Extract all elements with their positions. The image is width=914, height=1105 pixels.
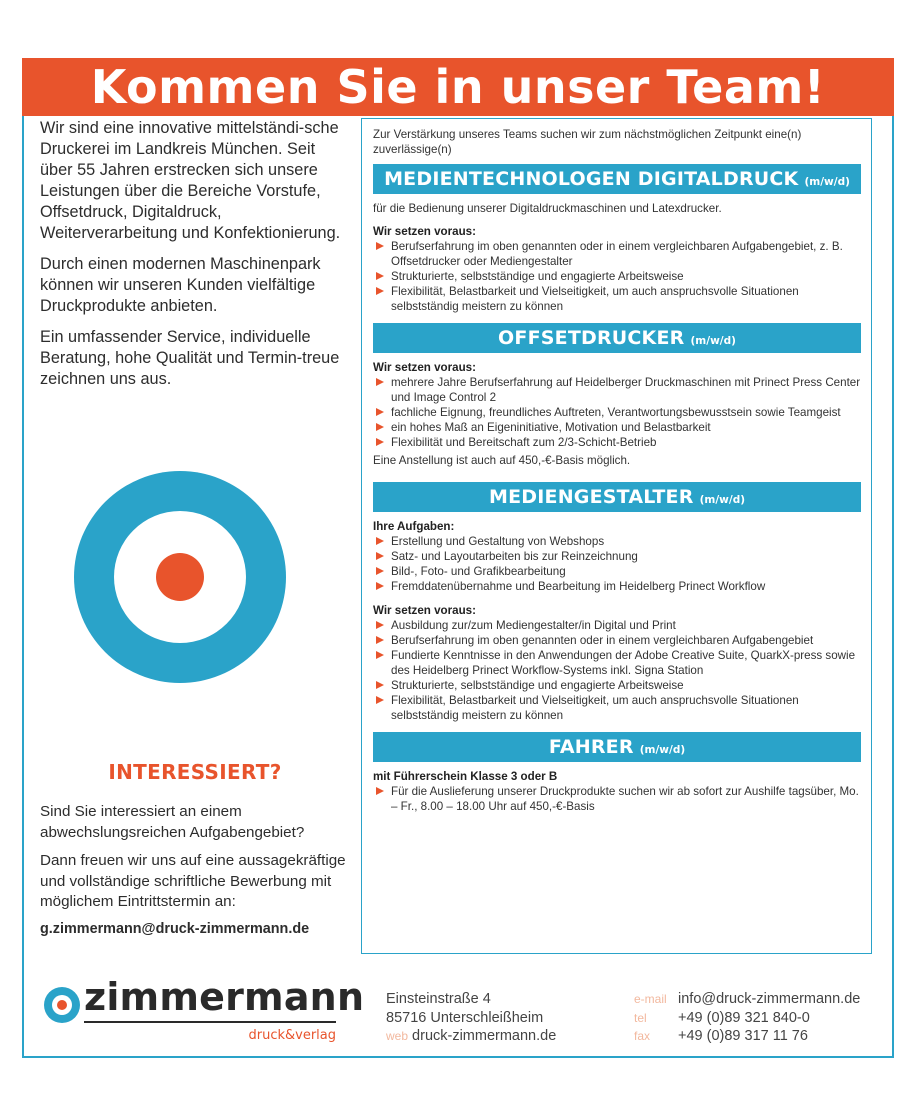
list-item: ein hohes Maß an Eigeninitiative, Motivation und Belastbarkeit	[373, 420, 861, 435]
target-center-dot	[156, 553, 204, 601]
job-description: für die Bedienung unserer Digitaldruckmaschinen und Latexdrucker.	[373, 202, 722, 215]
tasks-list	[373, 534, 861, 594]
list-item: Flexibilität und Bereitschaft zum 2/3-Schicht-Betrieb	[373, 435, 861, 450]
job-gender-tag: (m/w/d)	[690, 335, 736, 347]
job-title: MEDIENGESTALTER	[488, 486, 694, 508]
page-title: Kommen Sie in unser Team!	[90, 60, 826, 114]
web-label: web	[386, 1029, 409, 1043]
job-title: OFFSETDRUCKER	[498, 327, 685, 349]
company-logo	[44, 975, 365, 1047]
logo-subline: druck&verlag	[248, 1028, 336, 1043]
fax-label: fax	[634, 1029, 651, 1043]
address-street: Einsteinstraße 4	[386, 991, 491, 1007]
phone-number[interactable]: +49 (0)89 321 840-0	[678, 1009, 810, 1026]
intro-paragraph: Durch einen modernen Maschinenpark können wir unseren Kunden vielfältige Druckprodukte anbieten.	[40, 255, 321, 315]
target-graphic	[74, 471, 286, 683]
job-title: FAHRER	[548, 736, 634, 758]
list-item: Bild-, Foto- und Grafikbearbeitung	[373, 564, 861, 579]
tasks-heading: Ihre Aufgaben:	[373, 520, 455, 533]
intro-paragraph: Ein umfassender Service, individuelle Beratung, hohe Qualität und Termin-treue zeichnen uns aus.	[40, 328, 340, 388]
cta-paragraph: Sind Sie interessiert an einem abwechslungsreichen Aufgabengebiet?	[40, 803, 305, 841]
list-item: Berufserfahrung im oben genannten oder in einem vergleichbaren Aufgabengebiet, z. B. Offsetdrucker oder Mediengestalter	[373, 239, 861, 269]
list-item: Ausbildung zur/zum Mediengestalter/in Digital und Print	[373, 618, 861, 633]
address-city: 85716 Unterschleißheim	[386, 1009, 544, 1026]
job-gender-tag: (m/w/d)	[699, 494, 746, 506]
job-title: MEDIENTECHNOLOGEN DIGITALDRUCK	[384, 168, 799, 190]
requirements-list	[373, 239, 861, 314]
job-gender-tag: (m/w/d)	[804, 176, 850, 188]
list-item: Erstellung und Gestaltung von Webshops	[373, 534, 861, 549]
job-note: Eine Anstellung ist auch auf 450,-€-Basis möglich.	[373, 454, 631, 467]
list-item: Flexibilität, Belastbarkeit und Vielseitigkeit, um auch anspruchsvolle Situationen selbstständig meistern zu können	[373, 284, 861, 314]
list-item: Strukturierte, selbstständige und engagierte Arbeitsweise	[373, 269, 861, 284]
application-email-link[interactable]: g.zimmermann@druck-zimmermann.de	[40, 920, 310, 937]
list-item: Satz- und Layoutarbeiten bis zur Reinzeichnung	[373, 549, 861, 564]
logo-wordmark: zimmermann	[84, 975, 365, 1019]
job-header-fahrer	[373, 732, 861, 762]
list-item: Fundierte Kenntnisse in den Anwendungen der Adobe Creative Suite, QuarkX-press sowie des Heidelberg Prinect Workflow-Systems inkl. Signa Station	[373, 648, 861, 678]
email-label: e-mail	[634, 992, 667, 1006]
list-item: Für die Auslieferung unserer Druckprodukte suchen wir ab sofort zur Aushilfe tagsüber, Mo. – Fr., 8.00 – 18.00 Uhr auf 450,-€-Basis	[373, 784, 861, 814]
jobs-intro-text: Zur Verstärkung unseres Teams suchen wir zum nächstmöglichen Zeitpunkt eine(n) zuverlässige(n)	[373, 128, 802, 156]
requirements-heading: Wir setzen voraus:	[373, 225, 476, 238]
interest-heading: INTERESSIERT?	[108, 760, 282, 784]
intro-paragraph: Wir sind eine innovative mittelständi-sche Druckerei im Landkreis München. Seit über 55 Jahren erstrecken sich unsere Leistungen über die Bereiche Vorstufe, Offsetdruck, Digitaldruck, Weiterverarbeitung und Konfektionierung.	[40, 119, 341, 242]
website-link[interactable]: druck-zimmermann.de	[412, 1028, 557, 1044]
phone-label: tel	[634, 1010, 647, 1025]
application-callout	[40, 760, 350, 937]
job-header-medientechnologe	[373, 164, 861, 194]
list-item: Berufserfahrung im oben genannten oder in einem vergleichbaren Aufgabengebiet	[373, 633, 861, 648]
requirements-heading: Wir setzen voraus:	[373, 604, 476, 617]
company-intro	[40, 118, 345, 400]
job-header-offsetdrucker	[373, 323, 861, 353]
job-header-mediengestalter	[373, 482, 861, 512]
fax-number: +49 (0)89 317 11 76	[678, 1028, 808, 1044]
requirements-heading: mit Führerschein Klasse 3 oder B	[373, 770, 558, 783]
requirements-list	[373, 618, 861, 723]
requirements-heading: Wir setzen voraus:	[373, 361, 476, 374]
job-listings	[361, 118, 872, 954]
logo-target-icon	[44, 987, 80, 1023]
list-item: Fremddatenübernahme und Bearbeitung im Heidelberg Prinect Workflow	[373, 579, 861, 594]
cta-paragraph: Dann freuen wir uns auf eine aussagekräftige und vollständige schriftliche Bewerbung mit möglichem Eintrittstermin an:	[40, 852, 346, 910]
list-item: Strukturierte, selbstständige und engagierte Arbeitsweise	[373, 678, 861, 693]
list-item: fachliche Eignung, freundliches Auftreten, Verantwortungsbewusstsein sowie Teamgeist	[373, 405, 861, 420]
footer-address	[386, 990, 556, 1046]
footer-contact	[634, 990, 860, 1046]
list-item: mehrere Jahre Berufserfahrung auf Heidelberger Druckmaschinen mit Prinect Press Center und Image Control 2	[373, 375, 861, 405]
list-item: Flexibilität, Belastbarkeit und Vielseitigkeit, um auch anspruchsvolle Situationen selbstständig meistern zu können	[373, 693, 861, 723]
header-banner	[22, 58, 894, 116]
requirements-list	[373, 375, 861, 450]
logo-underline	[84, 1021, 336, 1023]
requirements-list	[373, 784, 861, 814]
job-gender-tag: (m/w/d)	[639, 744, 686, 756]
contact-email-link[interactable]: info@druck-zimmermann.de	[678, 991, 861, 1007]
